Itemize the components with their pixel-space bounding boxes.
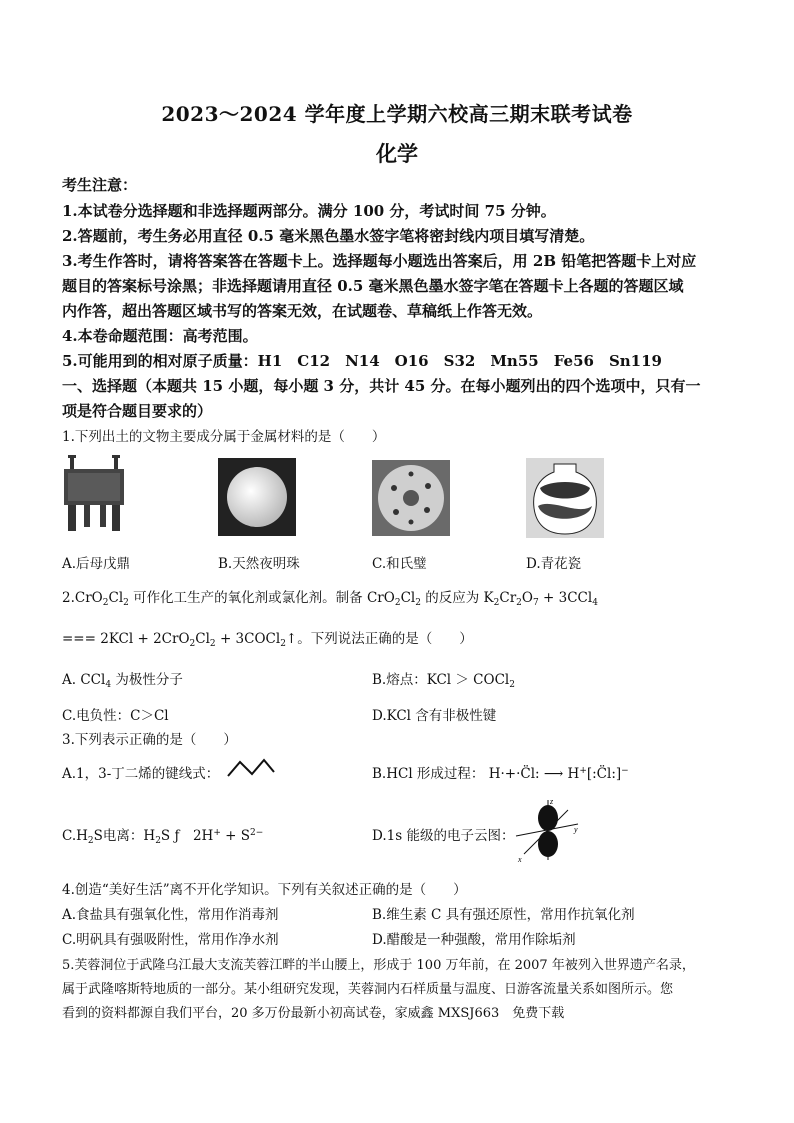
butadiene-skeletal-formula: [226, 756, 276, 784]
q5-line-1: 5.芙蓉洞位于武隆乌江最大支流芙蓉江畔的半山腰上，形成于 100 万年前，在 2007 年被列入世界遗产名录，: [62, 958, 695, 973]
q2-equation: === $2KCl + 2CrO_2Cl_2$ + 3COCl$_2$↑。下列说法正确的是（ ）: [62, 631, 473, 649]
pearl-image: [218, 458, 296, 536]
q3-option-d: D.1s 能级的电子云图：: [372, 828, 515, 844]
section-heading: 一、选择题（本题共 15 小题，每小题 3 分，共计 45 分。在每小题列出的四个选项中，只有一: [62, 377, 701, 395]
q3-option-b: B.HCl 形成过程： H·+·C̈l: ⟶ H+[:C̈l:]−: [372, 766, 629, 782]
q1-option-c: C.和氏璧: [372, 556, 427, 572]
svg-text:z: z: [550, 797, 554, 806]
q3-option-c: $C.H_2S$电离：$H_2S$ ƒ $2H^+ + S^{2-}$: [62, 828, 264, 846]
q5-line-2: 属于武隆喀斯特地质的一部分。某小组研究发现，芙蓉洞内石样质量与温度、日游客流量关系如图所示。您: [62, 982, 674, 997]
q2-option-c: C.电负性：C＞Cl: [62, 708, 169, 724]
q4-stem: 4.创造“美好生活”离不开化学知识。下列有关叙述正确的是（ ）: [62, 882, 467, 898]
note-3c: 内作答，超出答题区域书写的答案无效，在试题卷、草稿纸上作答无效。: [62, 302, 543, 320]
q4-option-a: A.食盐具有强氧化性，常用作消毒剂: [62, 907, 279, 923]
notes-heading: 考生注意：: [62, 176, 138, 194]
note-2: 2.答题前，考生务必用直径 0.5 毫米黑色墨水签字笔将密封线内项目填写清楚。: [62, 227, 595, 245]
section-heading-2: 项是符合题目要求的）: [62, 402, 213, 420]
subject-title: 化学: [376, 141, 418, 166]
porcelain-image: [526, 458, 604, 538]
note-3b: 题目的答案标号涂黑；非选择题请用直径 0.5 毫米黑色墨水签字笔在答题卡上各题的答题区域: [62, 277, 684, 295]
note-4: 4.本卷命题范围：高考范围。: [62, 327, 258, 345]
q2-stem: $2.CrO_2Cl_2$ 可作化工生产的氧化剂或氯化剂。制备 $CrO_2Cl_2$ 的反应为 $K_2Cr_2O_7 + 3CCl_4$: [62, 590, 598, 608]
q1-stem: 1.下列出土的文物主要成分属于金属材料的是（ ）: [62, 429, 386, 445]
bronze-ding-image: [62, 455, 126, 531]
q4-option-b: B.维生素 C 具有强还原性，常用作抗氧化剂: [372, 907, 635, 923]
electron-cloud-image: [512, 796, 584, 868]
q4-option-d: D.醋酸是一种强酸，常用作除垢剂: [372, 932, 576, 948]
q1-option-a: A.后母戊鼎: [62, 556, 131, 572]
svg-text:y: y: [574, 825, 578, 834]
q5-line-3: 看到的资料都源自我们平台，20 多万份最新小初高试卷，家威鑫 MXSJ663 免费下载: [62, 1006, 565, 1021]
exam-title: 2023～2024 学年度上学期六校高三期末联考试卷: [161, 102, 633, 126]
q2-option-a: A. CCl$_4$ 为极性分子: [62, 672, 183, 690]
q1-option-d: D.青花瓷: [526, 556, 582, 572]
note-5: 5.可能用到的相对原子质量：H1 C12 N14 O16 S32 Mn55 Fe56 Sn119: [62, 352, 662, 370]
q1-option-b: B.天然夜明珠: [218, 556, 300, 572]
svg-text:x: x: [518, 855, 522, 864]
q4-option-c: C.明矾具有强吸附性，常用作净水剂: [62, 932, 279, 948]
q2-option-d: D.KCl 含有非极性键: [372, 708, 497, 724]
q2-option-b: B.熔点：KCl ＞ COCl$_2$: [372, 672, 515, 690]
jade-bi-image: [372, 460, 450, 536]
q3-stem: 3.下列表示正确的是（ ）: [62, 732, 237, 748]
note-1: 1.本试卷分选择题和非选择题两部分。满分 100 分，考试时间 75 分钟。: [62, 202, 556, 220]
note-3a: 3.考生作答时，请将答案答在答题卡上。选择题每小题选出答案后，用 2B 铅笔把答题卡上对应: [62, 252, 697, 270]
q3-option-a: A.1，3-丁二烯的键线式：: [62, 766, 220, 782]
